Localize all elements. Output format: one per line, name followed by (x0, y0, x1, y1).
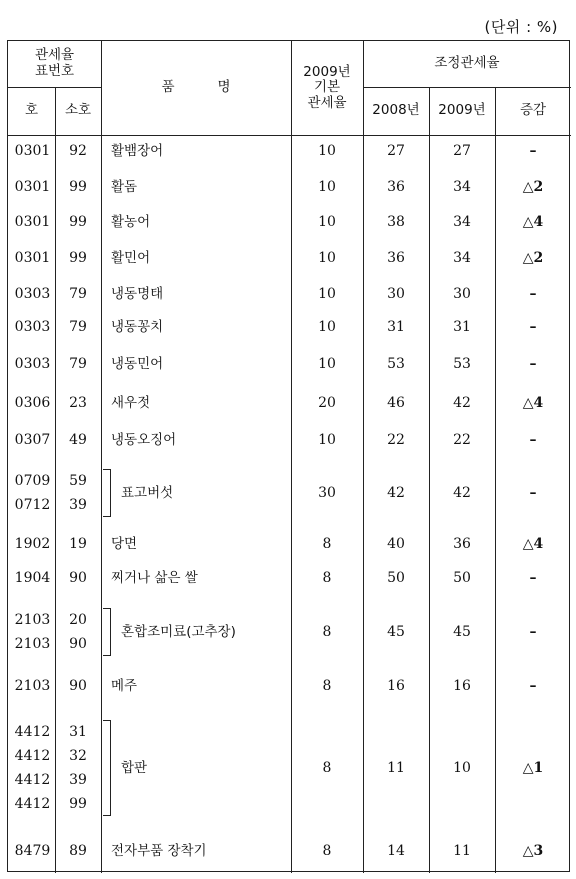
cell-2009: 42 (453, 485, 471, 501)
cell-soho: 89 (69, 843, 87, 859)
cell-change: △4 (522, 214, 544, 230)
cell-2009: 36 (453, 536, 471, 552)
cell-ho: 1902 (14, 536, 51, 552)
cell-soho: 39 (69, 772, 87, 788)
cell-soho: 99 (69, 250, 87, 266)
cell-item-name: 전자부품 장착기 (111, 843, 207, 859)
cell-ho: 0303 (14, 319, 51, 335)
grid-line (101, 41, 102, 873)
cell-soho: 32 (69, 748, 87, 764)
cell-ho: 0303 (14, 286, 51, 302)
cell-soho: 79 (69, 286, 87, 302)
cell-2009: 45 (453, 624, 471, 640)
cell-ho: 4412 (14, 724, 51, 740)
unit-label: (단위 : %) (484, 18, 558, 36)
cell-2008: 45 (387, 624, 405, 640)
cell-change: △2 (522, 250, 544, 266)
cell-change: – (529, 432, 537, 448)
cell-soho: 99 (69, 214, 87, 230)
cell-2008: 22 (387, 432, 405, 448)
cell-item-name: 냉동명태 (111, 286, 164, 302)
cell-2009: 34 (453, 250, 471, 266)
cell-change: △3 (522, 843, 544, 859)
cell-item-name: 메주 (111, 678, 138, 694)
cell-item-name: 활뱀장어 (111, 143, 164, 159)
cell-soho: 99 (69, 796, 87, 812)
cell-soho: 90 (69, 636, 87, 652)
cell-soho: 23 (69, 395, 87, 411)
cell-base-rate: 8 (322, 760, 332, 776)
grid-line (429, 87, 430, 873)
cell-item-name: 찌거나 삶은 쌀 (111, 570, 198, 586)
grid-line (291, 41, 292, 873)
cell-2009: 30 (453, 286, 471, 302)
cell-item-name: 활돔 (111, 179, 138, 195)
cell-item-name: 혼합조미료(고추장) (121, 624, 236, 640)
cell-item-name: 새우젓 (111, 395, 151, 411)
grid-line (363, 41, 364, 873)
cell-soho: 49 (69, 432, 87, 448)
cell-soho: 31 (69, 724, 87, 740)
cell-item-name: 냉동오징어 (111, 432, 177, 448)
cell-base-rate: 30 (318, 485, 336, 501)
cell-2009: 34 (453, 214, 471, 230)
cell-change: △2 (522, 179, 544, 195)
cell-change: △4 (522, 395, 544, 411)
cell-change: – (529, 678, 537, 694)
cell-ho: 2103 (14, 636, 51, 652)
cell-ho: 0307 (14, 432, 51, 448)
cell-2008: 53 (387, 356, 405, 372)
cell-ho: 0712 (14, 497, 51, 513)
cell-ho: 0709 (14, 473, 51, 489)
cell-base-rate: 10 (318, 319, 336, 335)
cell-change: △1 (522, 760, 544, 776)
cell-base-rate: 10 (318, 179, 336, 195)
cell-2008: 36 (387, 179, 405, 195)
cell-soho: 90 (69, 678, 87, 694)
header-change: 증감 (519, 102, 547, 119)
cell-ho: 0301 (14, 250, 51, 266)
cell-change: – (529, 286, 537, 302)
cell-2008: 40 (387, 536, 405, 552)
cell-item-name: 합판 (121, 760, 148, 776)
cell-base-rate: 10 (318, 250, 336, 266)
cell-item-name: 당면 (111, 536, 138, 552)
cell-2009: 16 (453, 678, 471, 694)
group-bracket (103, 469, 111, 517)
cell-2009: 50 (453, 570, 471, 586)
cell-base-rate: 20 (318, 395, 336, 411)
cell-2009: 10 (453, 760, 471, 776)
cell-ho: 2103 (14, 612, 51, 628)
tariff-table (7, 40, 570, 872)
cell-2008: 42 (387, 485, 405, 501)
cell-ho: 0301 (14, 179, 51, 195)
header-adjusted-rate: 조정관세율 (434, 55, 500, 72)
cell-soho: 79 (69, 356, 87, 372)
cell-2009: 53 (453, 356, 471, 372)
group-bracket (103, 608, 111, 656)
cell-2009: 31 (453, 319, 471, 335)
cell-2008: 38 (387, 214, 405, 230)
cell-soho: 99 (69, 179, 87, 195)
header-2009: 2009년 (438, 102, 486, 119)
cell-change: – (529, 356, 537, 372)
group-bracket (103, 720, 111, 816)
cell-ho: 2103 (14, 678, 51, 694)
cell-ho: 0306 (14, 395, 51, 411)
cell-2008: 11 (387, 760, 405, 776)
cell-change: – (529, 624, 537, 640)
cell-ho: 0303 (14, 356, 51, 372)
header-tariff-no: 관세율 표번호 (34, 47, 75, 79)
cell-change: – (529, 570, 537, 586)
header-ho: 호 (24, 102, 39, 119)
cell-base-rate: 10 (318, 356, 336, 372)
grid-line (8, 135, 571, 136)
cell-item-name: 표고버섯 (121, 485, 174, 501)
cell-2009: 27 (453, 143, 471, 159)
cell-item-name: 냉동민어 (111, 356, 164, 372)
cell-2008: 46 (387, 395, 405, 411)
cell-2008: 36 (387, 250, 405, 266)
cell-soho: 19 (69, 536, 87, 552)
cell-ho: 4412 (14, 772, 51, 788)
cell-soho: 39 (69, 497, 87, 513)
cell-change: △4 (522, 536, 544, 552)
cell-base-rate: 8 (322, 570, 332, 586)
cell-2008: 30 (387, 286, 405, 302)
cell-2008: 31 (387, 319, 405, 335)
grid-line (495, 87, 496, 873)
cell-ho: 0301 (14, 143, 51, 159)
cell-soho: 90 (69, 570, 87, 586)
cell-base-rate: 8 (322, 678, 332, 694)
header-item-name: 품 명 (161, 79, 231, 96)
cell-base-rate: 10 (318, 432, 336, 448)
cell-change: – (529, 143, 537, 159)
cell-2008: 14 (387, 843, 405, 859)
cell-ho: 0301 (14, 214, 51, 230)
cell-base-rate: 8 (322, 536, 332, 552)
cell-change: – (529, 319, 537, 335)
cell-base-rate: 10 (318, 214, 336, 230)
cell-ho: 1904 (14, 570, 51, 586)
cell-base-rate: 8 (322, 624, 332, 640)
cell-ho: 4412 (14, 748, 51, 764)
cell-2008: 50 (387, 570, 405, 586)
cell-2009: 42 (453, 395, 471, 411)
cell-change: – (529, 485, 537, 501)
cell-base-rate: 8 (322, 843, 332, 859)
cell-item-name: 활농어 (111, 214, 151, 230)
cell-2009: 22 (453, 432, 471, 448)
cell-soho: 59 (69, 473, 87, 489)
cell-2009: 11 (453, 843, 471, 859)
header-base-rate: 2009년 기본 관세율 (303, 63, 351, 111)
header-soho: 소호 (64, 102, 92, 119)
cell-soho: 92 (69, 143, 87, 159)
cell-2008: 27 (387, 143, 405, 159)
cell-ho: 8479 (14, 843, 51, 859)
header-2008: 2008년 (372, 102, 420, 119)
cell-item-name: 활민어 (111, 250, 151, 266)
cell-soho: 79 (69, 319, 87, 335)
cell-base-rate: 10 (318, 143, 336, 159)
cell-ho: 4412 (14, 796, 51, 812)
cell-2008: 16 (387, 678, 405, 694)
cell-base-rate: 10 (318, 286, 336, 302)
cell-2009: 34 (453, 179, 471, 195)
cell-item-name: 냉동꽁치 (111, 319, 164, 335)
cell-soho: 20 (69, 612, 87, 628)
